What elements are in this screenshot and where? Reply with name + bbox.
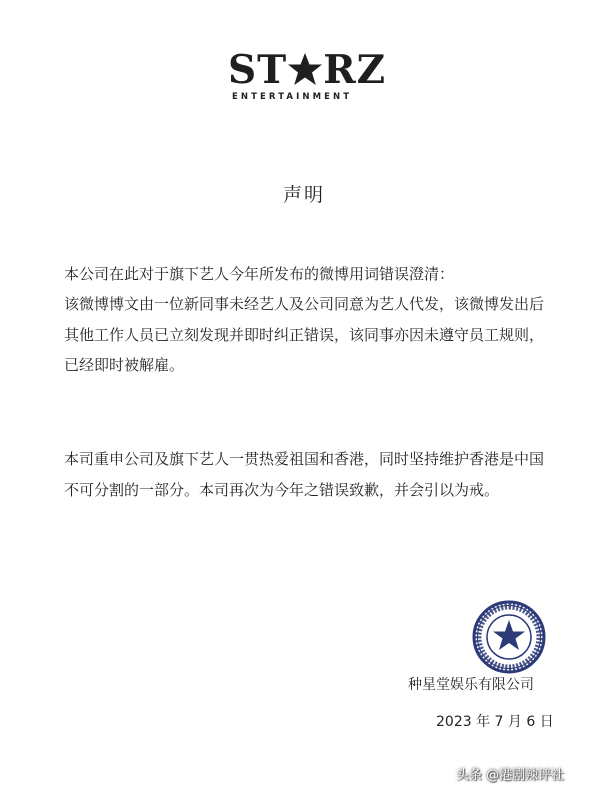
paragraph-statement: 本司重申公司及旗下艺人一贯热爱祖国和香港，同时坚持维护香港是中国 不可分割的一部分。本司再次为今年之错误致歉，并会引以为戒。 bbox=[64, 450, 545, 499]
company-seal-stamp bbox=[472, 600, 546, 674]
paragraph-intro: 本公司在此对于旗下艺人今年所发布的微博用词错误澄清： bbox=[64, 265, 455, 283]
statement-date: 2023 年 7 月 6 日 bbox=[436, 714, 554, 730]
paragraph-explanation: 该微博博文由一位新同事未经艺人及公司同意为艺人代发，该微博发出后 其他工作人员已立刻发现并即时纠正错误，该同事亦因未遵守员工规则， 已经即时被解雇。 bbox=[64, 295, 545, 374]
document-title: 声明 bbox=[282, 184, 325, 206]
company-name: 种星堂娱乐有限公司 bbox=[408, 677, 534, 693]
star-icon bbox=[287, 52, 323, 86]
logo-subtitle: ENTERTAINMENT bbox=[232, 92, 353, 102]
logo-wordmark: ST RZ bbox=[228, 47, 387, 93]
company-logo bbox=[228, 47, 387, 106]
source-watermark: 头条 @港剧辣评社 bbox=[456, 768, 565, 783]
